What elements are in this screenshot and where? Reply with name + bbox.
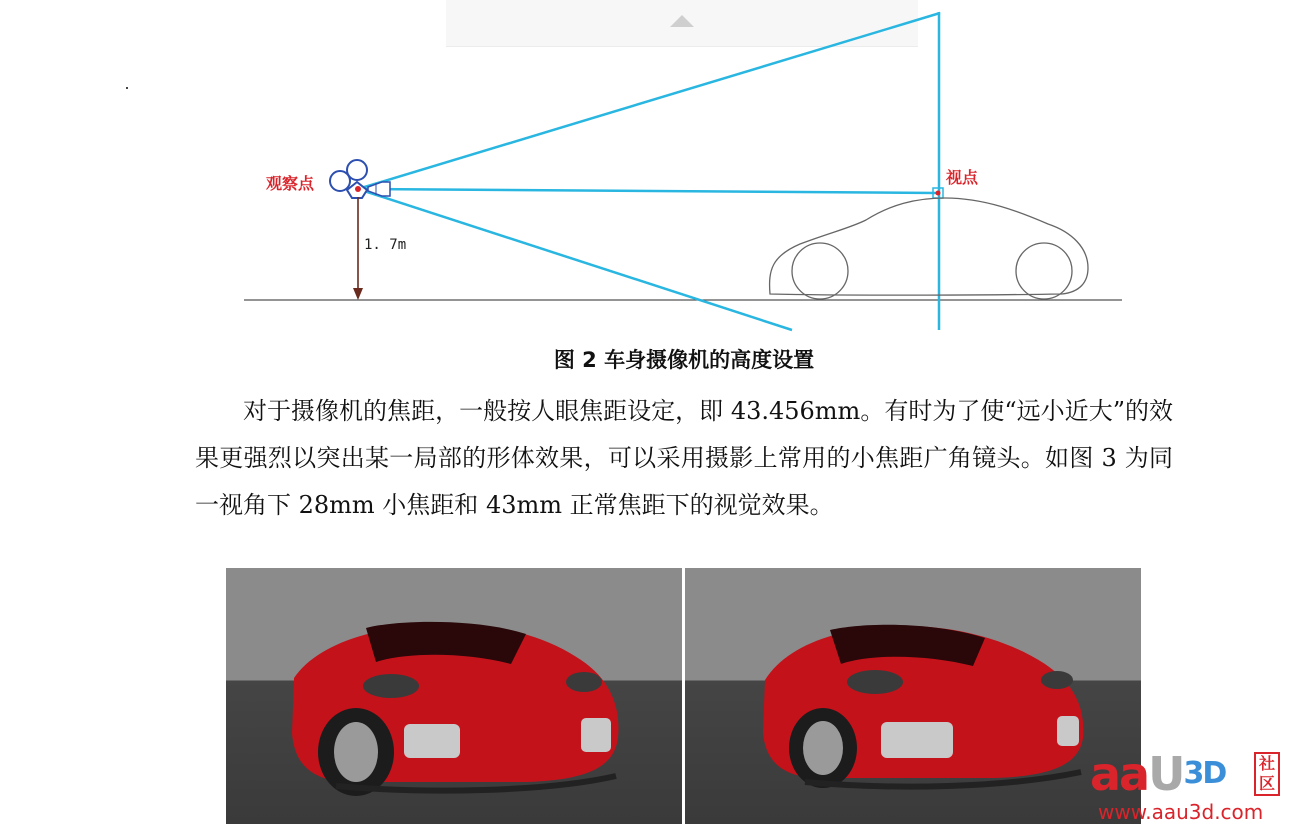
height-label: 1. 7m [364, 237, 407, 253]
watermark-url: www.aau3d.com [1098, 800, 1264, 824]
camera-icon [330, 160, 390, 198]
viewpoint-label: 视点 [946, 168, 979, 187]
frustum-bottom-ray [358, 189, 792, 330]
observer-label: 观察点 [266, 174, 315, 193]
camera-height-diagram [0, 0, 1291, 340]
sight-line [358, 189, 936, 193]
frustum-top-ray [358, 13, 940, 189]
car-render-normal [685, 568, 1141, 824]
aau3d-watermark [1090, 747, 1290, 830]
figure-caption: 图 2 车身摄像机的高度设置 [553, 348, 815, 372]
render-43mm [685, 568, 1141, 824]
watermark-logo: aaU$^{3D}$ [1090, 747, 1226, 801]
body-paragraph: 对于摄像机的焦距，一般按人眼焦距设定，即 43.456mm。有时为了使“远小近大”的效果更强烈以突出某一局部的形体效果，可以采用摄影上常用的小焦距广角镜头。如图 3 为同一视角下 28mm 小焦距和 43mm 正常焦距下的视觉效果。 [195, 397, 1173, 519]
watermark-side-text: 社区 [1254, 752, 1280, 796]
car-render-wide [226, 568, 682, 824]
render-28mm [226, 568, 682, 824]
car-outline [770, 198, 1088, 299]
